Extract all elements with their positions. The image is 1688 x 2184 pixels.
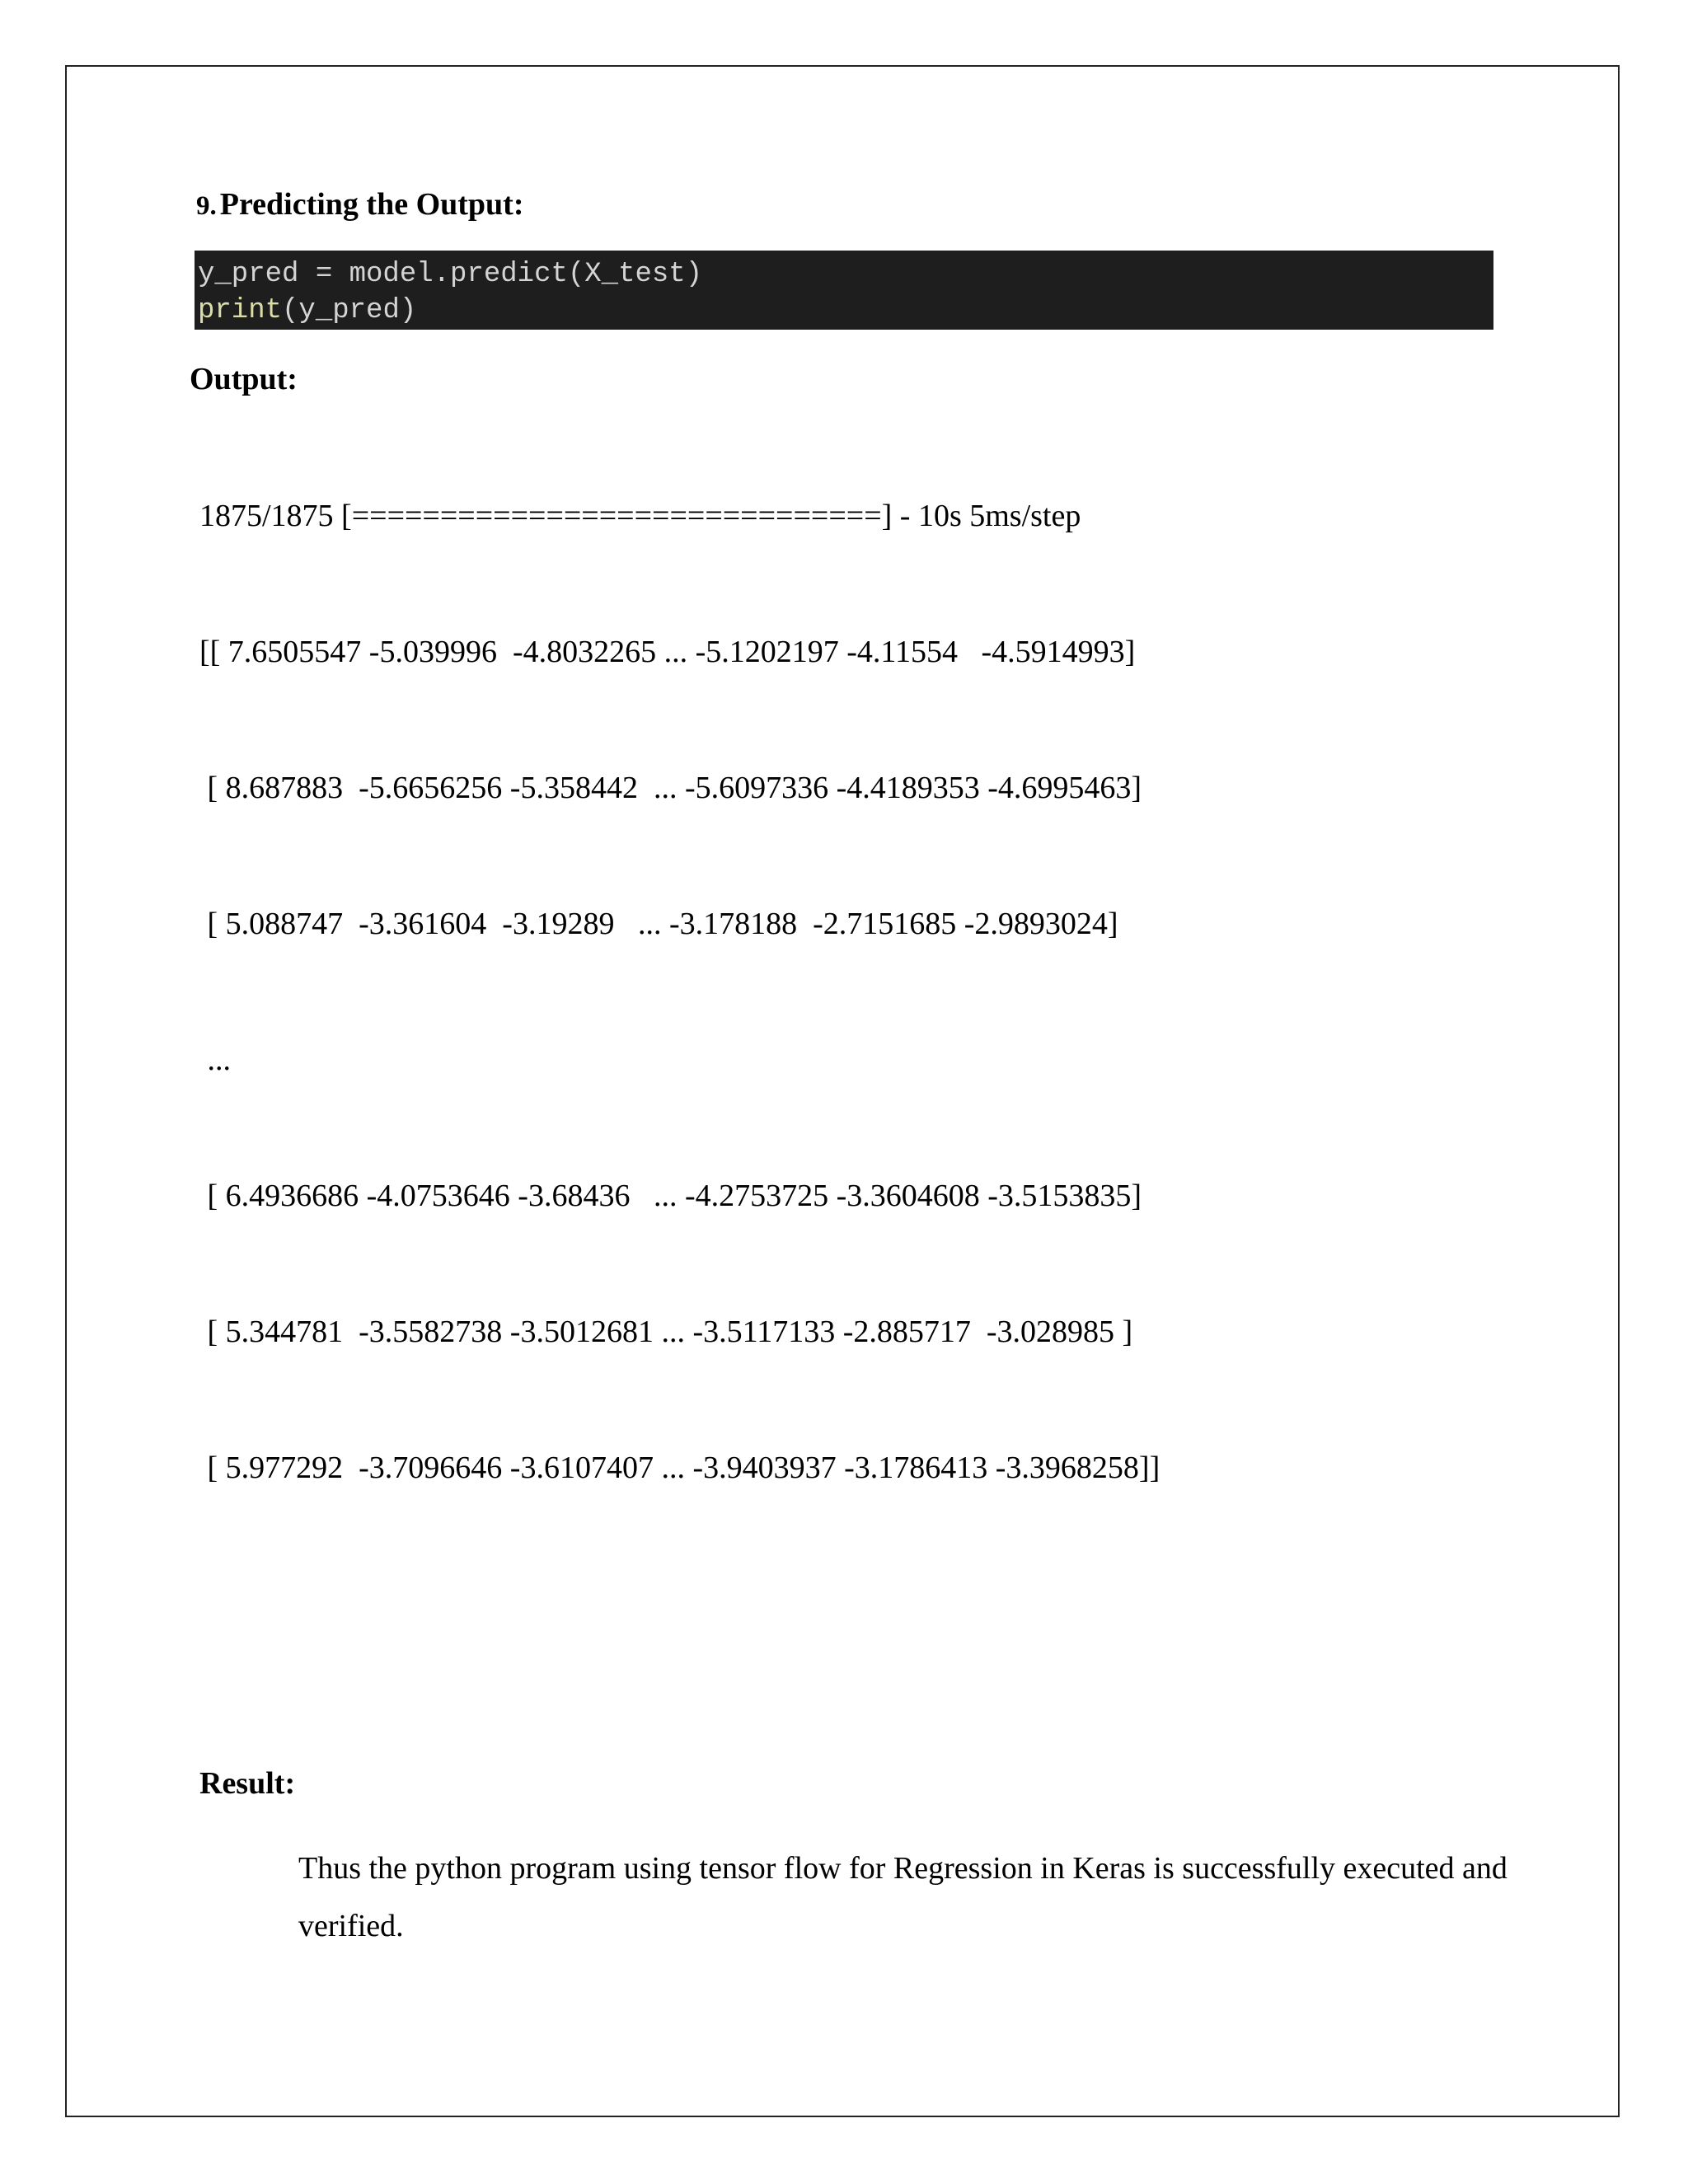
code-line-1: y_pred = model.predict(X_test): [198, 259, 703, 290]
output-text: [199, 417, 1160, 1541]
output-line: ...: [199, 1043, 231, 1077]
section-title: Predicting the Output:: [219, 187, 524, 222]
output-line: [ 5.344781 -3.5582738 -3.5012681 ... -3.5117133 -2.885717 -3.028985 ]: [199, 1315, 1133, 1349]
code-block: [195, 251, 1493, 330]
code-print-function: print: [198, 295, 283, 326]
output-label: Output:: [190, 362, 298, 396]
output-line: [[ 7.6505547 -5.039996 -4.8032265 ... -5.1202197 -4.11554 -4.5914993]: [199, 635, 1136, 669]
section-number: 9.: [196, 191, 217, 221]
code-line-2: [198, 293, 1493, 329]
code-print-args: (y_pred): [282, 295, 417, 326]
output-line: 1875/1875 [==============================] - 10s 5ms/step: [199, 499, 1081, 533]
output-line: [ 5.977292 -3.7096646 -3.6107407 ... -3.9403937 -3.1786413 -3.3968258]]: [199, 1451, 1160, 1485]
section-heading: [196, 186, 524, 223]
output-line: [ 6.4936686 -4.0753646 -3.68436 ... -4.2753725 -3.3604608 -3.5153835]: [199, 1179, 1142, 1213]
output-line: [ 8.687883 -5.6656256 -5.358442 ... -5.6097336 -4.4189353 -4.6995463]: [199, 771, 1142, 805]
result-label: Result:: [199, 1766, 296, 1801]
output-line: [ 5.088747 -3.361604 -3.19289 ... -3.178188 -2.7151685 -2.9893024]: [199, 907, 1118, 941]
result-paragraph: Thus the python program using tensor flow for Regression in Keras is successfully executed and verified.: [298, 1851, 1507, 1943]
